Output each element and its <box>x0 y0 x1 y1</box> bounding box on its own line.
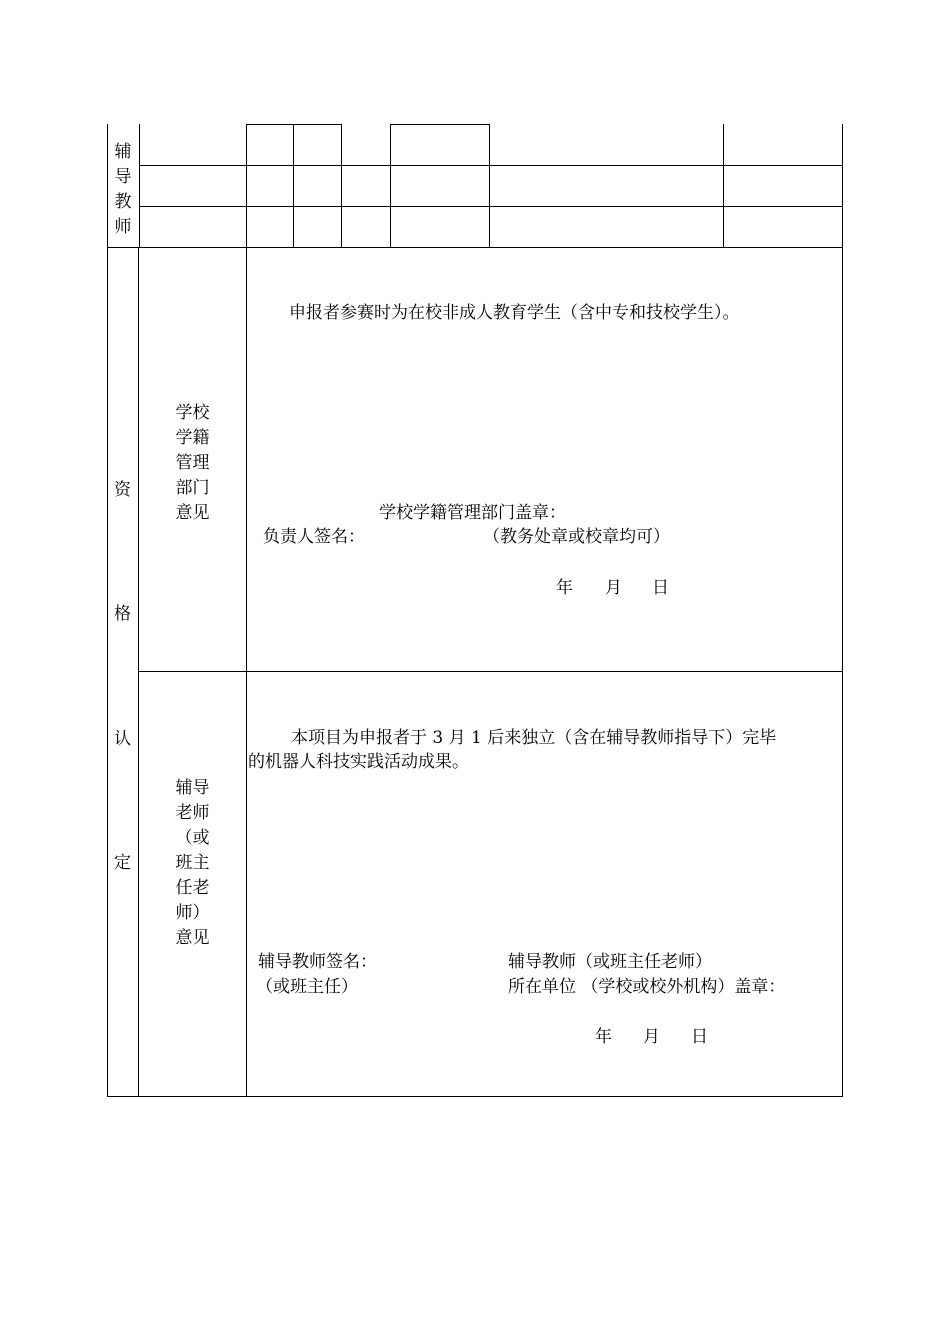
school-dept-label: 学校 学籍 管理 部门 意见 <box>175 403 210 523</box>
teacher-opinion-date-month: 月 <box>643 1027 660 1047</box>
teacher-opinion-statement-line1: 本项目为申报者于 3 月 1 后来独立（含在辅导教师指导下）完毕 <box>291 728 777 748</box>
qualification-label-divider <box>138 247 139 1097</box>
teacher-opinion-date-day: 日 <box>691 1027 708 1047</box>
qualification-label-char-3: 认 <box>114 729 131 749</box>
teacher-row-divider-1 <box>139 165 843 166</box>
teacher-col-divider-5 <box>489 124 490 248</box>
teacher-col-divider-1 <box>246 124 247 248</box>
section-divider <box>107 247 843 248</box>
teacher-col-divider-6 <box>723 124 724 248</box>
teacher-label-divider <box>139 124 140 248</box>
teacher-sign-label-line1: 辅导教师签名： <box>258 952 377 972</box>
teacher-stamp-label-line1: 辅导教师（或班主任老师） <box>508 952 712 972</box>
teacher-top-partial-border <box>246 124 341 125</box>
teacher-col-divider-2 <box>293 124 294 248</box>
teacher-sign-label-line2: （或班主任） <box>256 977 358 997</box>
outer-right-border <box>842 124 843 1097</box>
qualification-label-char-2: 格 <box>114 604 131 624</box>
qualification-label-char-1: 资 <box>114 480 131 500</box>
qualification-label-char-4: 定 <box>114 853 131 873</box>
teacher-opinion-date-year: 年 <box>595 1027 612 1047</box>
teacher-top-partial-border-2 <box>390 124 490 125</box>
teacher-row-divider-2 <box>139 206 843 207</box>
outer-bottom-border <box>107 1096 843 1097</box>
teacher-col-divider-3 <box>341 124 342 248</box>
school-dept-date-day: 日 <box>652 578 669 598</box>
school-dept-signature-label: 负责人签名： <box>263 527 365 547</box>
school-dept-stamp-note: （教务处章或校章均可） <box>483 527 670 547</box>
school-dept-stamp-label: 学校学籍管理部门盖章： <box>379 503 566 523</box>
school-dept-date-year: 年 <box>556 578 573 598</box>
teacher-opinion-statement-line2: 的机器人科技实践活动成果。 <box>248 752 469 772</box>
school-dept-statement: 申报者参赛时为在校非成人教育学生（含中专和技校学生）。 <box>289 303 740 323</box>
teacher-col-divider-4 <box>390 124 391 248</box>
school-dept-date-month: 月 <box>605 578 622 598</box>
teacher-stamp-label-line2: 所在单位 （学校或校外机构）盖章： <box>508 977 786 997</box>
opinion-label-divider <box>246 247 247 1097</box>
teacher-opinion-label: 辅导 老师 （或 班主 任老 师） 意见 <box>175 778 210 948</box>
outer-left-border <box>107 124 108 1097</box>
teacher-section-label: 辅导教师 <box>114 142 132 237</box>
opinion-row-divider <box>138 671 843 672</box>
